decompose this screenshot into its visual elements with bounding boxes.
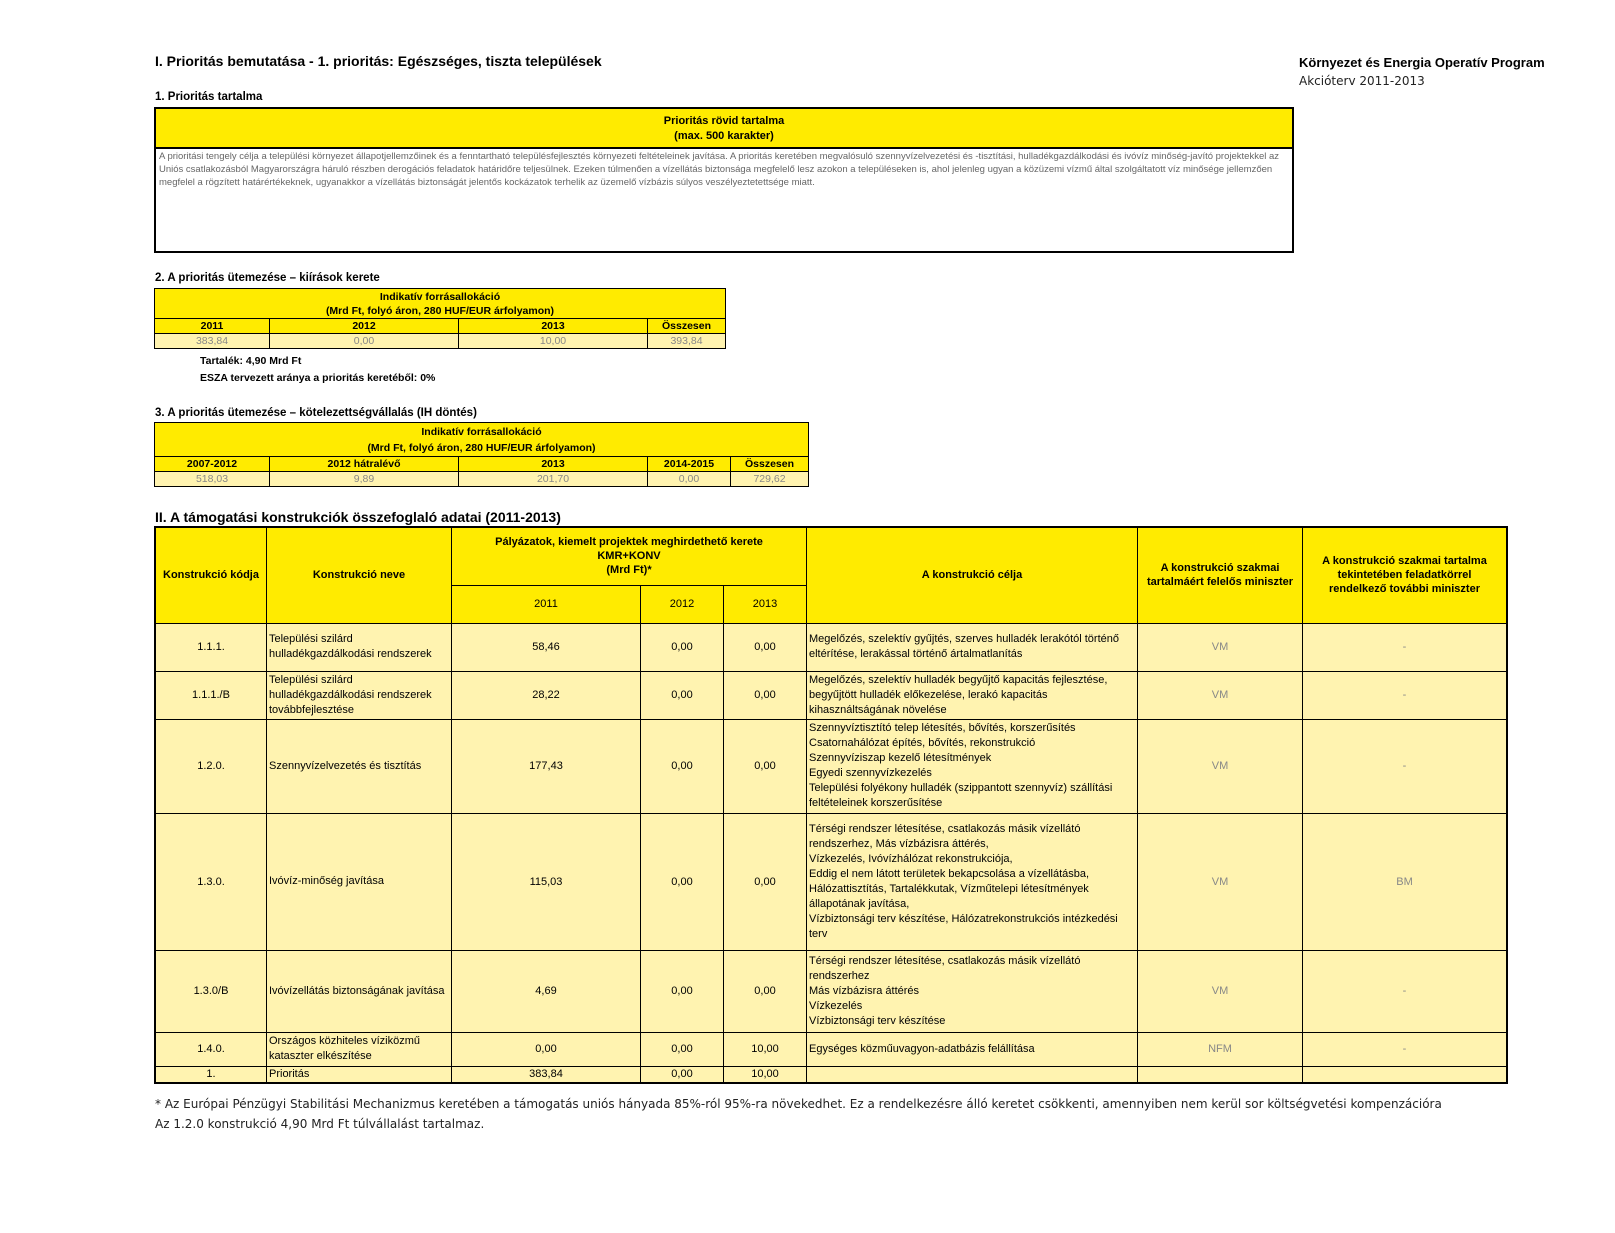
- total-empty-cell: [1303, 1066, 1508, 1083]
- value-2011-cell: 115,03: [452, 813, 641, 950]
- minister-cell: VM: [1138, 671, 1303, 719]
- col-goal-header: A konstrukció célja: [807, 527, 1138, 623]
- value-2011-cell: 0,00: [452, 1032, 641, 1066]
- value-2011-cell: 4,69: [452, 950, 641, 1032]
- value-cell: 393,84: [648, 334, 726, 349]
- minister-cell: VM: [1138, 719, 1303, 813]
- budget-header-line3: (Mrd Ft)*: [606, 564, 652, 577]
- value-2011-cell: 28,22: [452, 671, 641, 719]
- commitment-table: [154, 422, 809, 487]
- reserve-note: Tartalék: 4,90 Mrd Ft: [200, 355, 302, 367]
- table-row: [155, 950, 1507, 1032]
- minister-cell: VM: [1138, 813, 1303, 950]
- value-2012-cell: 0,00: [641, 623, 724, 671]
- code-cell: 1.3.0.: [155, 813, 267, 950]
- goal-cell: Egységes közműuvagyon-adatbázis felállítása: [807, 1032, 1138, 1066]
- other-minister-cell: -: [1303, 950, 1508, 1032]
- goal-cell: Szennyvíztisztító telep létesítés, bővítés, korszerűsítés Csatornahálózat építés, bővítés, rekonstrukció Szennyvíziszap kezelő létesítmények Egyedi szennyvízkezelés Települési folyékony hulladék (szippantott szennyvíz) szállítási feltételeinek korszerűsítése: [807, 719, 1138, 813]
- col-header: Összesen: [648, 319, 726, 334]
- other-minister-cell: -: [1303, 1032, 1508, 1066]
- page-title: I. Prioritás bemutatása - 1. prioritás: Egészséges, tiszta települések: [155, 53, 602, 69]
- col-code-header: Konstrukció kódja: [155, 527, 267, 623]
- table-row: [155, 719, 1507, 813]
- section4-heading: II. A támogatási konstrukciók összefoglaló adatai (2011-2013): [155, 509, 561, 525]
- value-cell: 518,03: [155, 472, 270, 487]
- col-header: 2013: [459, 457, 648, 472]
- goal-cell: Megelőzés, szelektív gyűjtés, szerves hulladék lerakótól történő eltérítése, lerakással történő ártalmatlanítás: [807, 623, 1138, 671]
- commitment-header-line1: Indikatív forrásallokáció: [421, 425, 542, 438]
- code-cell: 1.2.0.: [155, 719, 267, 813]
- name-cell: Szennyvízelvezetés és tisztítás: [267, 719, 452, 813]
- summary-subtitle: (max. 500 karakter): [674, 130, 774, 142]
- code-cell: 1.1.1.: [155, 623, 267, 671]
- value-cell: 201,70: [459, 472, 648, 487]
- col-year-2013: 2013: [724, 585, 807, 623]
- commitment-header: [155, 423, 809, 457]
- section3-heading: 3. A prioritás ütemezése – kötelezettségvállalás (IH döntés): [155, 407, 477, 419]
- allocation-header: [155, 289, 726, 319]
- summary-header: [156, 109, 1292, 149]
- total-2013-cell: 10,00: [724, 1066, 807, 1083]
- footnote-1: * Az Európai Pénzügyi Stabilitási Mechanizmus keretében a támogatás uniós hányada 85%-ról 95%-ra növekedhet. Ez a rendelkezésre álló keretet csökkenti, amennyiben nem kerül sor költségvetési kompenzációra: [155, 1097, 1442, 1111]
- table-row: [155, 813, 1507, 950]
- minister-cell: VM: [1138, 623, 1303, 671]
- value-2011-cell: 58,46: [452, 623, 641, 671]
- goal-cell: Térségi rendszer létesítése, csatlakozás másik vízellátó rendszerhez, Más vízbázisra áttérés, Vízkezelés, Ivóvízhálózat rekonstrukciója, Eddig el nem látott területek bekapcsolása a vízellátásba, Hálózattisztítás, Tartalékkutak, Vízműtelepi létesítmények állapotának javítása, Vízbiztonsági terv készítése, Hálózatrekonstrukciós intézkedési terv: [807, 813, 1138, 950]
- total-name-cell: Prioritás: [267, 1066, 452, 1083]
- footnote-2: Az 1.2.0 konstrukció 4,90 Mrd Ft túlvállalást tartalmaz.: [155, 1117, 485, 1131]
- value-2013-cell: 0,00: [724, 623, 807, 671]
- minister-cell: VM: [1138, 950, 1303, 1032]
- col-budget-header: [452, 527, 807, 585]
- value-2011-cell: 177,43: [452, 719, 641, 813]
- allocation-header-line2: (Mrd Ft, folyó áron, 280 HUF/EUR árfolyamon): [325, 304, 555, 317]
- section1-heading: 1. Prioritás tartalma: [155, 91, 263, 103]
- value-cell: 0,00: [270, 334, 459, 349]
- value-cell: 0,00: [648, 472, 731, 487]
- table-row: [155, 623, 1507, 671]
- value-cell: 729,62: [731, 472, 809, 487]
- value-2013-cell: 0,00: [724, 813, 807, 950]
- allocation-table: [154, 288, 726, 349]
- value-cell: 383,84: [155, 334, 270, 349]
- col-header: 2011: [155, 319, 270, 334]
- value-cell: 10,00: [459, 334, 648, 349]
- action-plan-label: Akcióterv 2011-2013: [1299, 74, 1425, 88]
- priority-summary-box: [154, 107, 1294, 253]
- col-header: 2014-2015: [648, 457, 731, 472]
- value-2012-cell: 0,00: [641, 719, 724, 813]
- col-minister-header: A konstrukció szakmai tartalmáért felelős miniszter: [1138, 527, 1303, 623]
- total-2012-cell: 0,00: [641, 1066, 724, 1083]
- value-2013-cell: 0,00: [724, 671, 807, 719]
- construction-table: [154, 526, 1508, 1084]
- summary-title: Prioritás rövid tartalma: [663, 115, 785, 127]
- col-header: 2012 hátralévő: [270, 457, 459, 472]
- col-name-header: Konstrukció neve: [267, 527, 452, 623]
- program-name: Környezet és Energia Operatív Program: [1299, 55, 1545, 70]
- commitment-header-line2: (Mrd Ft, folyó áron, 280 HUF/EUR árfolyamon): [367, 441, 596, 454]
- value-2012-cell: 0,00: [641, 950, 724, 1032]
- value-2012-cell: 0,00: [641, 671, 724, 719]
- col-other-minister-header: A konstrukció szakmai tartalma tekintetében feladatkörrel rendelkező további miniszter: [1303, 527, 1508, 623]
- name-cell: Települési szilárd hulladékgazdálkodási rendszerek: [267, 623, 452, 671]
- budget-header-line2: KMR+KONV: [597, 550, 661, 563]
- col-year-2012: 2012: [641, 585, 724, 623]
- code-cell: 1.1.1./B: [155, 671, 267, 719]
- name-cell: Ivóvízellátás biztonságának javítása: [267, 950, 452, 1032]
- other-minister-cell: BM: [1303, 813, 1508, 950]
- other-minister-cell: -: [1303, 623, 1508, 671]
- value-2013-cell: 10,00: [724, 1032, 807, 1066]
- col-header: Összesen: [731, 457, 809, 472]
- minister-cell: NFM: [1138, 1032, 1303, 1066]
- total-row: [155, 1066, 1507, 1083]
- value-2012-cell: 0,00: [641, 1032, 724, 1066]
- budget-header-line1: Pályázatok, kiemelt projektek meghirdethető kerete: [495, 536, 763, 549]
- name-cell: Országos közhiteles víziközmű kataszter elkészítése: [267, 1032, 452, 1066]
- other-minister-cell: -: [1303, 671, 1508, 719]
- total-code-cell: 1.: [155, 1066, 267, 1083]
- col-header: 2007-2012: [155, 457, 270, 472]
- code-cell: 1.4.0.: [155, 1032, 267, 1066]
- total-empty-cell: [1138, 1066, 1303, 1083]
- goal-cell: Megelőzés, szelektív hulladék begyűjtő kapacitás fejlesztése, begyűjtött hulladék előkezelése, lerakó kapacitás kihasználtságának növelése: [807, 671, 1138, 719]
- name-cell: Ivóvíz-minőség javítása: [267, 813, 452, 950]
- col-year-2011: 2011: [452, 585, 641, 623]
- esza-note: ESZA tervezett aránya a prioritás keretéből: 0%: [200, 372, 436, 384]
- other-minister-cell: -: [1303, 719, 1508, 813]
- value-2013-cell: 0,00: [724, 950, 807, 1032]
- value-2013-cell: 0,00: [724, 719, 807, 813]
- code-cell: 1.3.0/B: [155, 950, 267, 1032]
- total-empty-cell: [807, 1066, 1138, 1083]
- table-row: [155, 1032, 1507, 1066]
- total-2011-cell: 383,84: [452, 1066, 641, 1083]
- goal-cell: Térségi rendszer létesítése, csatlakozás másik vízellátó rendszerhez Más vízbázisra áttérés Vízkezelés Vízbiztonsági terv készítése: [807, 950, 1138, 1032]
- allocation-header-line1: Indikatív forrásallokáció: [379, 290, 501, 303]
- col-header: 2012: [270, 319, 459, 334]
- value-2012-cell: 0,00: [641, 813, 724, 950]
- section2-heading: 2. A prioritás ütemezése – kiírások kerete: [155, 272, 380, 284]
- value-cell: 9,89: [270, 472, 459, 487]
- col-header: 2013: [459, 319, 648, 334]
- summary-text: A prioritási tengely célja a települési környezet állapotjellemzőinek és a fenntartható településfejlesztés környezeti feltételeinek javítása. A prioritás keretében megvalósuló szennyvízelvezetési és -tisztítási, hulladékgazdálkodási és ivóvíz minőség-javító projektekkel az Uniós csatlakozásból Magyarországra háruló részben derogációs feladatok határidőre teljesülnek. Ezeken túlmenően a vízellátás biztonsága megfelelő lesz azokon a településeken is, ahol jelenleg ugyan a közüzemi vízmű által szolgáltatott víz minősége jellemzően megfelel a rögzített határértékeknek, ugyanakkor a vízellátás biztonságát jelentős kockázatok terhelik az üzemelő vízbázis súlyos veszélyeztetettsége miatt.: [159, 151, 1280, 188]
- table-row: [155, 671, 1507, 719]
- name-cell: Települési szilárd hulladékgazdálkodási rendszerek továbbfejlesztése: [267, 671, 452, 719]
